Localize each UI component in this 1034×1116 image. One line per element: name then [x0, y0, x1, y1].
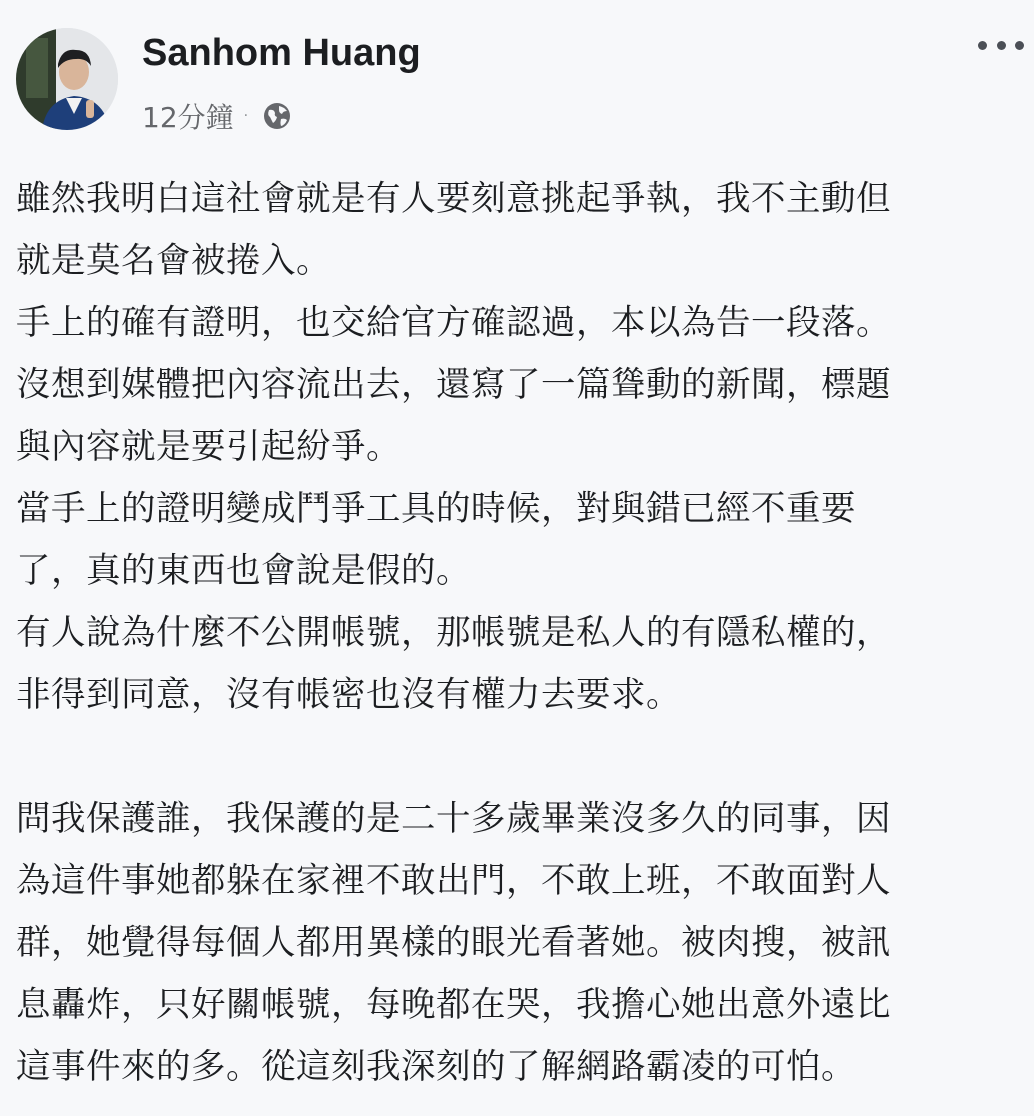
post-text-line: 當手上的證明變成鬥爭工具的時候，對與錯已經不重要 [16, 489, 856, 529]
post-text-line: 了，真的東西也會說是假的。 [16, 551, 471, 591]
post-timestamp[interactable]: 12分鐘 [142, 101, 234, 134]
globe-icon[interactable] [262, 101, 292, 131]
more-dot [1015, 41, 1024, 50]
more-options-icon[interactable] [978, 30, 1024, 60]
post-text-line: 問我保護誰，我保護的是二十多歲畢業沒多久的同事，因 [16, 799, 891, 839]
post-text-line: 沒想到媒體把內容流出去，還寫了一篇聳動的新聞，標題 [16, 365, 891, 405]
meta-separator: · [243, 108, 249, 124]
post-text-line: 與內容就是要引起紛爭。 [16, 427, 401, 467]
post-text-line: 這事件來的多。從這刻我深刻的了解網路霸凌的可怕。 [16, 1047, 856, 1087]
post-meta [142, 96, 292, 136]
post-text-line: 群，她覺得每個人都用異樣的眼光看著她。被肉搜，被訊 [16, 923, 891, 963]
post-text-line: 就是莫名會被捲入。 [16, 241, 331, 281]
avatar[interactable] [16, 28, 118, 130]
paragraph-gap [16, 726, 1018, 788]
post-text-line: 手上的確有證明，也交給官方確認過，本以為告一段落。 [16, 303, 891, 343]
post-text-line: 有人說為什麼不公開帳號，那帳號是私人的有隱私權的， [16, 613, 891, 653]
post-text-line: 非得到同意，沒有帳密也沒有權力去要求。 [16, 675, 681, 715]
more-dot [978, 41, 987, 50]
more-dot [997, 41, 1006, 50]
post-body [16, 168, 1018, 1098]
post-text-line: 雖然我明白這社會就是有人要刻意挑起爭執，我不主動但 [16, 179, 891, 219]
post-text-line: 為這件事她都躲在家裡不敢出門，不敢上班，不敢面對人 [16, 861, 891, 901]
post-text-line: 息轟炸，只好關帳號，每晚都在哭，我擔心她出意外遠比 [16, 985, 891, 1025]
author-name[interactable]: Sanhom Huang [142, 32, 421, 74]
